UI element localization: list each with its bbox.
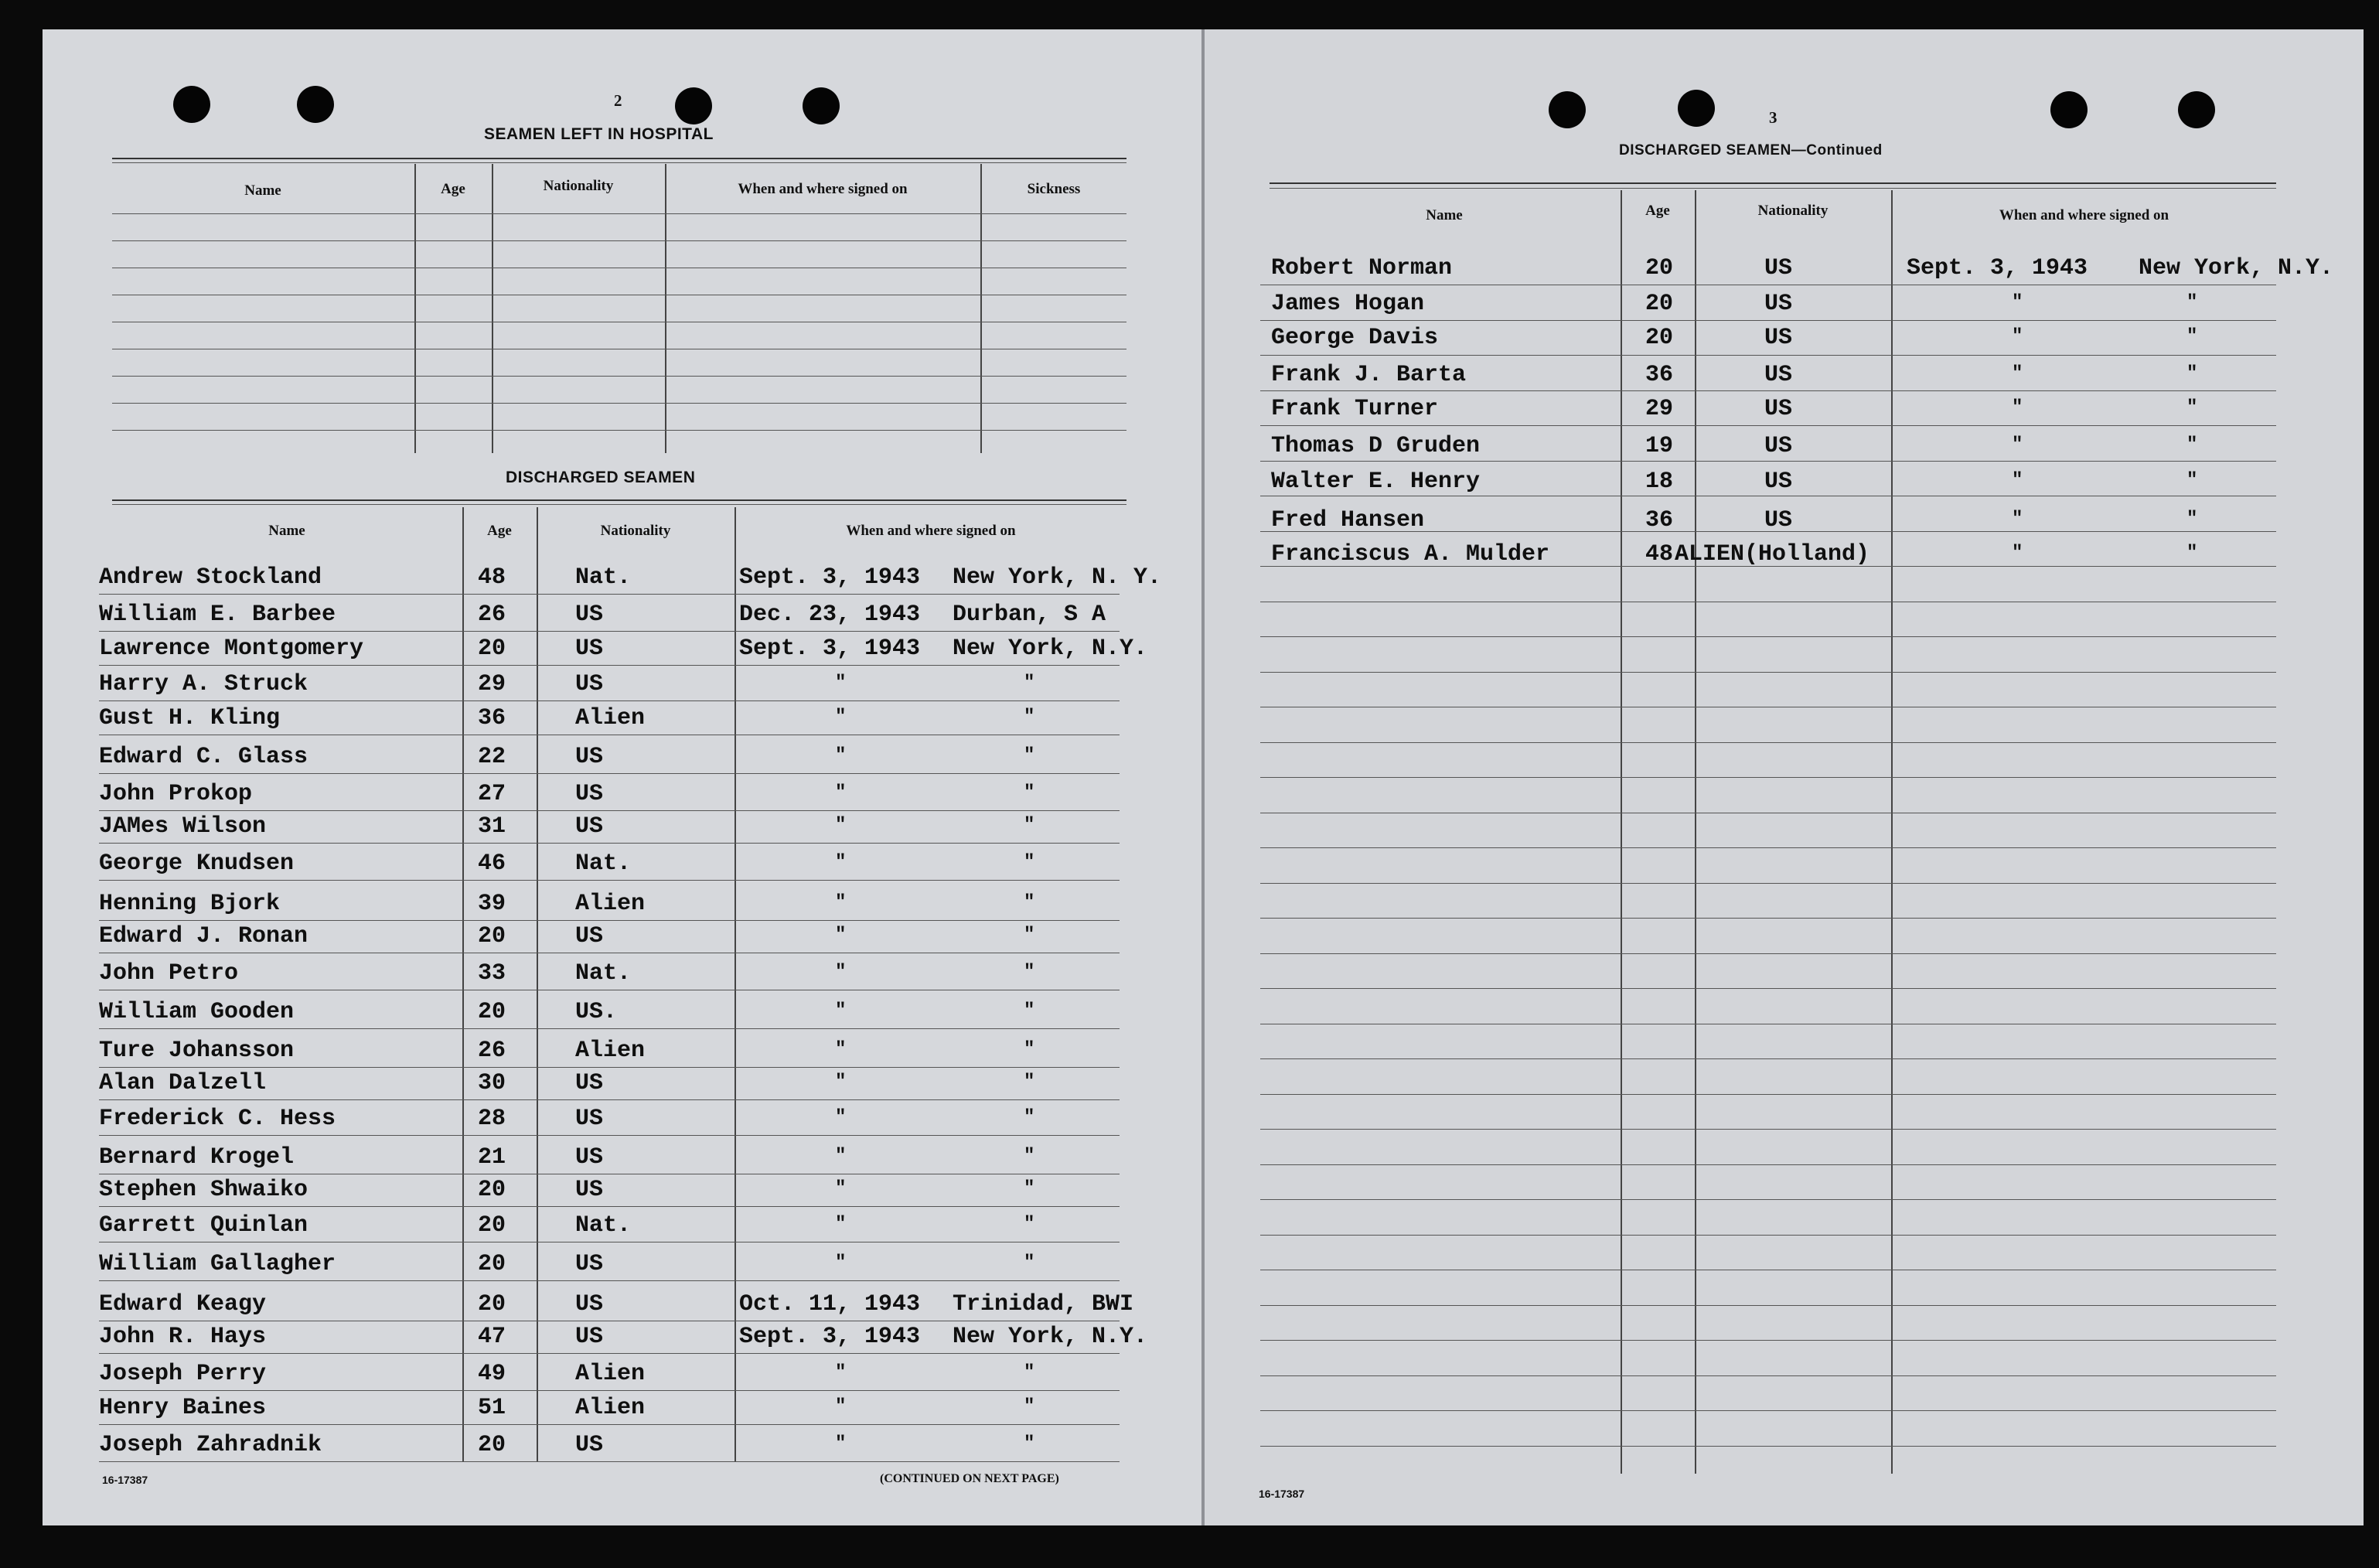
- ruled-line: [1260, 531, 2276, 532]
- seaman-name: James Hogan: [1271, 291, 1425, 317]
- seaman-age: 20: [478, 1432, 506, 1458]
- signed-on-date: Sept. 3, 1943: [739, 636, 921, 662]
- seaman-nationality: Alien: [575, 891, 646, 917]
- seaman-nationality: US: [575, 636, 604, 662]
- ditto-mark: ": [2186, 509, 2198, 530]
- seaman-name: William E. Barbee: [99, 602, 336, 628]
- ditto-mark: ": [835, 1214, 847, 1235]
- seaman-name: William Gooden: [99, 999, 295, 1025]
- signed-on-date: Sept. 3, 1943: [1907, 255, 2088, 281]
- seaman-name: Henning Bjork: [99, 891, 281, 917]
- ditto-mark: ": [835, 673, 847, 694]
- ditto-mark: ": [1024, 745, 1035, 766]
- ditto-mark: ": [835, 1253, 847, 1273]
- page-number: 3: [1769, 108, 1777, 127]
- ditto-mark: ": [1024, 852, 1035, 873]
- seaman-name: Andrew Stockland: [99, 564, 322, 591]
- ditto-mark: ": [1024, 707, 1035, 728]
- ditto-mark: ": [835, 1072, 847, 1092]
- seaman-name: George Knudsen: [99, 850, 295, 877]
- seaman-age: 18: [1645, 469, 1674, 495]
- ruled-line: [112, 376, 1126, 377]
- ditto-mark: ": [835, 1039, 847, 1060]
- ditto-mark: ": [2012, 292, 2023, 313]
- seaman-age: 20: [478, 1212, 506, 1239]
- ditto-mark: ": [1024, 1000, 1035, 1021]
- seaman-name: Edward J. Ronan: [99, 923, 308, 949]
- ditto-mark: ": [1024, 1178, 1035, 1199]
- ruled-line: [1260, 1094, 2276, 1095]
- seaman-nationality: US: [575, 1432, 604, 1458]
- col-header-nationality: Nationality: [543, 178, 614, 194]
- col-header-name: Name: [268, 523, 305, 539]
- seaman-nationality: Nat.: [575, 564, 632, 591]
- punch-hole: [2178, 91, 2215, 128]
- seaman-age: 27: [478, 781, 506, 807]
- seaman-age: 26: [478, 1038, 506, 1064]
- seaman-age: 47: [478, 1324, 506, 1350]
- ruled-line: [1260, 461, 2276, 462]
- col-header-age: Age: [441, 181, 465, 197]
- seaman-age: 29: [1645, 396, 1674, 422]
- seaman-nationality: US: [1764, 325, 1793, 351]
- ditto-mark: ": [2186, 363, 2198, 384]
- seaman-name: Joseph Zahradnik: [99, 1432, 322, 1458]
- ruled-line: [99, 920, 1120, 921]
- seaman-age: 20: [1645, 325, 1674, 351]
- ditto-mark: ": [1024, 1433, 1035, 1454]
- ruled-line: [112, 213, 1126, 214]
- continued-note: (CONTINUED ON NEXT PAGE): [880, 1472, 1059, 1485]
- signed-on-place: Durban, S A: [953, 602, 1106, 628]
- ditto-mark: ": [835, 925, 847, 946]
- punch-hole: [2050, 91, 2088, 128]
- ditto-mark: ": [835, 1396, 847, 1417]
- seaman-age: 20: [478, 1251, 506, 1277]
- seaman-nationality: US: [1764, 433, 1793, 459]
- ruled-line: [99, 1206, 1120, 1207]
- seaman-name: Edward C. Glass: [99, 744, 308, 770]
- ditto-mark: ": [1024, 1039, 1035, 1060]
- ruled-line: [112, 403, 1126, 404]
- seaman-name: Frank J. Barta: [1271, 362, 1467, 388]
- seaman-name: Walter E. Henry: [1271, 469, 1481, 495]
- seaman-age: 46: [478, 850, 506, 877]
- ruled-line: [99, 594, 1120, 595]
- ditto-mark: ": [2012, 470, 2023, 491]
- seaman-name: Gust H. Kling: [99, 705, 281, 731]
- ditto-mark: ": [1024, 1396, 1035, 1417]
- seaman-name: JAMes Wilson: [99, 813, 267, 840]
- ruled-line: [1260, 953, 2276, 954]
- seaman-age: 29: [478, 671, 506, 697]
- signed-on-place: New York, N.Y.: [953, 636, 1148, 662]
- seaman-age: 20: [1645, 255, 1674, 281]
- seaman-age: 49: [478, 1361, 506, 1387]
- seaman-age: 51: [478, 1395, 506, 1421]
- ditto-mark: ": [2012, 509, 2023, 530]
- table-rule: [1270, 182, 2276, 184]
- seaman-nationality: US: [1764, 255, 1793, 281]
- seaman-name: Frank Turner: [1271, 396, 1439, 422]
- col-header-nationality: Nationality: [1757, 203, 1829, 219]
- col-header-nationality: Nationality: [600, 523, 671, 539]
- ruled-line: [99, 880, 1120, 881]
- ruled-line: [1260, 425, 2276, 426]
- seaman-nationality: US: [1764, 507, 1793, 533]
- ditto-mark: ": [1024, 962, 1035, 983]
- ruled-line: [1260, 988, 2276, 989]
- punch-hole: [1549, 91, 1586, 128]
- seaman-name: Harry A. Struck: [99, 671, 308, 697]
- col-header-when-where: When and where signed on: [738, 181, 908, 197]
- column-divider: [414, 164, 416, 453]
- ruled-line: [99, 700, 1120, 701]
- seaman-nationality: US: [575, 1106, 604, 1132]
- ruled-line: [99, 810, 1120, 811]
- ditto-mark: ": [1024, 1362, 1035, 1383]
- seaman-age: 20: [478, 636, 506, 662]
- seaman-nationality: US: [575, 1070, 604, 1096]
- col-header-name: Name: [1426, 207, 1463, 223]
- col-header-when-where: When and where signed on: [846, 523, 1016, 539]
- ditto-mark: ": [835, 892, 847, 913]
- ruled-line: [1260, 883, 2276, 884]
- seaman-nationality: US: [575, 1144, 604, 1171]
- column-divider: [1891, 190, 1893, 1474]
- ditto-mark: ": [835, 1000, 847, 1021]
- seaman-age: 28: [478, 1106, 506, 1132]
- column-divider: [980, 164, 982, 453]
- ditto-mark: ": [2186, 326, 2198, 347]
- ruled-line: [1260, 1058, 2276, 1059]
- seaman-nationality: US: [1764, 396, 1793, 422]
- signed-on-place: New York, N.Y.: [953, 1324, 1148, 1350]
- table-rule: [1270, 188, 2276, 189]
- ditto-mark: ": [2012, 363, 2023, 384]
- column-divider: [1695, 190, 1696, 1474]
- seaman-age: 33: [478, 960, 506, 987]
- seaman-name: William Gallagher: [99, 1251, 336, 1277]
- seaman-nationality: US: [575, 602, 604, 628]
- table-rule: [112, 504, 1126, 505]
- ditto-mark: ": [2186, 470, 2198, 491]
- seaman-age: 19: [1645, 433, 1674, 459]
- ruled-line: [99, 1390, 1120, 1391]
- ditto-mark: ": [1024, 673, 1035, 694]
- ditto-mark: ": [835, 745, 847, 766]
- ruled-line: [1260, 1129, 2276, 1130]
- signed-on-place: New York, N. Y.: [953, 564, 1162, 591]
- seaman-nationality: Nat.: [575, 960, 632, 987]
- seaman-name: Ture Johansson: [99, 1038, 295, 1064]
- ditto-mark: ": [835, 1362, 847, 1383]
- seaman-nationality: US: [1764, 362, 1793, 388]
- ditto-mark: ": [2186, 543, 2198, 564]
- form-number: 16-17387: [102, 1474, 148, 1486]
- seaman-name: Thomas D Gruden: [1271, 433, 1481, 459]
- seaman-name: Franciscus A. Mulder: [1271, 541, 1550, 568]
- ruled-line: [1260, 390, 2276, 391]
- column-divider: [734, 507, 736, 1461]
- seaman-age: 36: [1645, 362, 1674, 388]
- ditto-mark: ": [835, 1107, 847, 1128]
- signed-on-date: Dec. 23, 1943: [739, 602, 921, 628]
- seaman-name: Alan Dalzell: [99, 1070, 267, 1096]
- column-divider: [1621, 190, 1622, 1474]
- signed-on-place: New York, N.Y.: [2139, 255, 2334, 281]
- ruled-line: [1260, 1410, 2276, 1411]
- ditto-mark: ": [2012, 326, 2023, 347]
- right-section-title: DISCHARGED SEAMEN—Continued: [1619, 142, 1883, 159]
- seaman-nationality: US: [1764, 469, 1793, 495]
- ditto-mark: ": [1024, 892, 1035, 913]
- ruled-line: [1260, 566, 2276, 567]
- seaman-name: Stephen Shwaiko: [99, 1177, 308, 1203]
- table-rule: [112, 158, 1126, 159]
- ruled-line: [112, 240, 1126, 241]
- ditto-mark: ": [1024, 1072, 1035, 1092]
- seaman-name: John Prokop: [99, 781, 253, 807]
- signed-on-date: Sept. 3, 1943: [739, 1324, 921, 1350]
- seaman-age: 48: [1645, 541, 1674, 568]
- ditto-mark: ": [1024, 1146, 1035, 1167]
- col-header-when-where: When and where signed on: [1999, 207, 2169, 223]
- ruled-line: [112, 430, 1126, 431]
- column-divider: [462, 507, 464, 1461]
- punch-hole: [675, 87, 712, 124]
- ruled-line: [99, 1135, 1120, 1136]
- ditto-mark: ": [1024, 925, 1035, 946]
- col-header-age: Age: [1645, 203, 1670, 219]
- ruled-line: [99, 631, 1120, 632]
- seaman-age: 20: [478, 999, 506, 1025]
- ruled-line: [1260, 777, 2276, 778]
- seaman-age: 39: [478, 891, 506, 917]
- ditto-mark: ": [2186, 397, 2198, 418]
- ruled-line: [1260, 1340, 2276, 1341]
- seaman-nationality: US: [575, 781, 604, 807]
- seaman-nationality: US: [575, 1324, 604, 1350]
- seaman-nationality: Alien: [575, 1361, 646, 1387]
- seaman-name: Fred Hansen: [1271, 507, 1425, 533]
- ruled-line: [99, 1099, 1120, 1100]
- ruled-line: [1260, 320, 2276, 321]
- seaman-age: 22: [478, 744, 506, 770]
- seaman-name: Joseph Perry: [99, 1361, 267, 1387]
- ditto-mark: ": [2012, 435, 2023, 455]
- seaman-name: Edward Keagy: [99, 1291, 267, 1317]
- ruled-line: [1260, 1305, 2276, 1306]
- ruled-line: [99, 1028, 1120, 1029]
- ditto-mark: ": [835, 707, 847, 728]
- seaman-age: 20: [478, 1291, 506, 1317]
- seaman-name: George Davis: [1271, 325, 1439, 351]
- punch-hole: [1678, 90, 1715, 127]
- ruled-line: [99, 1353, 1120, 1354]
- seaman-name: Bernard Krogel: [99, 1144, 295, 1171]
- ruled-line: [99, 1067, 1120, 1068]
- seaman-nationality: US: [575, 1291, 604, 1317]
- ruled-line: [99, 843, 1120, 844]
- ditto-mark: ": [835, 962, 847, 983]
- seaman-nationality: US: [575, 1251, 604, 1277]
- ruled-line: [99, 665, 1120, 666]
- ditto-mark: ": [2012, 543, 2023, 564]
- form-number: 16-17387: [1259, 1488, 1305, 1500]
- col-header-name: Name: [244, 182, 281, 199]
- seaman-age: 20: [1645, 291, 1674, 317]
- ruled-line: [1260, 672, 2276, 673]
- col-header-sickness: Sickness: [1027, 181, 1081, 197]
- seaman-age: 30: [478, 1070, 506, 1096]
- seaman-nationality: US: [575, 744, 604, 770]
- seaman-nationality: Alien: [575, 1038, 646, 1064]
- ruled-line: [1260, 742, 2276, 743]
- ruled-line: [1260, 1375, 2276, 1376]
- ditto-mark: ": [1024, 1214, 1035, 1235]
- seaman-nationality: Alien: [575, 1395, 646, 1421]
- signed-on-place: Trinidad, BWI: [953, 1291, 1134, 1317]
- discharged-section-title: DISCHARGED SEAMEN: [506, 469, 696, 486]
- punch-hole: [297, 86, 334, 123]
- ruled-line: [1260, 918, 2276, 919]
- ditto-mark: ": [835, 815, 847, 836]
- ditto-mark: ": [1024, 815, 1035, 836]
- ruled-line: [99, 1424, 1120, 1425]
- seaman-nationality: US: [575, 923, 604, 949]
- seaman-nationality: Nat.: [575, 1212, 632, 1239]
- ruled-line: [99, 1280, 1120, 1281]
- seaman-name: Garrett Quinlan: [99, 1212, 308, 1239]
- ruled-line: [1260, 355, 2276, 356]
- punch-hole: [803, 87, 840, 124]
- ruled-line: [1260, 1235, 2276, 1236]
- column-divider: [492, 164, 493, 453]
- ruled-line: [99, 773, 1120, 774]
- seaman-name: Lawrence Montgomery: [99, 636, 364, 662]
- col-header-age: Age: [487, 523, 512, 539]
- signed-on-date: Oct. 11, 1943: [739, 1291, 921, 1317]
- ditto-mark: ": [2012, 397, 2023, 418]
- seaman-nationality: ALIEN(Holland): [1675, 541, 1870, 568]
- seaman-age: 36: [478, 705, 506, 731]
- seaman-age: 48: [478, 564, 506, 591]
- seaman-nationality: US: [575, 813, 604, 840]
- seaman-age: 36: [1645, 507, 1674, 533]
- seaman-age: 26: [478, 602, 506, 628]
- ditto-mark: ": [2186, 292, 2198, 313]
- column-divider: [537, 507, 538, 1461]
- ditto-mark: ": [835, 1146, 847, 1167]
- ruled-line: [1260, 1199, 2276, 1200]
- page-spine: [1201, 29, 1205, 1525]
- table-rule: [112, 499, 1126, 501]
- seaman-name: Robert Norman: [1271, 255, 1453, 281]
- seaman-name: John R. Hays: [99, 1324, 267, 1350]
- ruled-line: [99, 1461, 1120, 1462]
- seaman-age: 20: [478, 1177, 506, 1203]
- seaman-nationality: US: [575, 671, 604, 697]
- seaman-name: Henry Baines: [99, 1395, 267, 1421]
- seaman-age: 31: [478, 813, 506, 840]
- ruled-line: [1260, 1446, 2276, 1447]
- signed-on-date: Sept. 3, 1943: [739, 564, 921, 591]
- hospital-section-title: SEAMEN LEFT IN HOSPITAL: [484, 125, 714, 143]
- seaman-nationality: US: [575, 1177, 604, 1203]
- column-divider: [665, 164, 666, 453]
- ditto-mark: ": [835, 852, 847, 873]
- seaman-name: Frederick C. Hess: [99, 1106, 336, 1132]
- seaman-age: 21: [478, 1144, 506, 1171]
- seaman-nationality: Alien: [575, 705, 646, 731]
- seaman-name: John Petro: [99, 960, 239, 987]
- page-number: 2: [614, 91, 622, 110]
- seaman-nationality: US.: [575, 999, 618, 1025]
- ditto-mark: ": [835, 782, 847, 803]
- seaman-nationality: Nat.: [575, 850, 632, 877]
- ruled-line: [1260, 1164, 2276, 1165]
- ruled-line: [1260, 847, 2276, 848]
- table-rule: [112, 162, 1126, 163]
- seaman-nationality: US: [1764, 291, 1793, 317]
- punch-hole: [173, 86, 210, 123]
- ditto-mark: ": [835, 1433, 847, 1454]
- ditto-mark: ": [1024, 1107, 1035, 1128]
- ruled-line: [1260, 636, 2276, 637]
- ditto-mark: ": [835, 1178, 847, 1199]
- ditto-mark: ": [1024, 782, 1035, 803]
- ditto-mark: ": [1024, 1253, 1035, 1273]
- ditto-mark: ": [2186, 435, 2198, 455]
- seaman-age: 20: [478, 923, 506, 949]
